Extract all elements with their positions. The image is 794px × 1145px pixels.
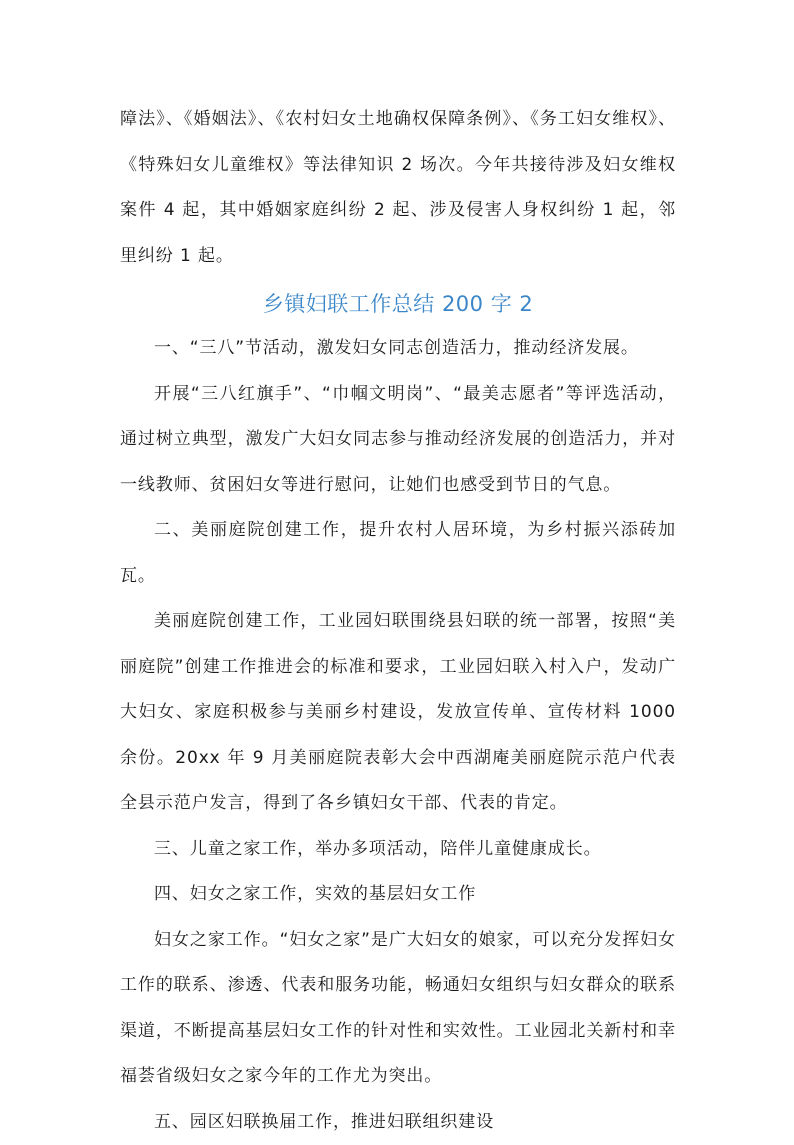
paragraph-point-2: 二、美丽庭院创建工作，提升农村人居环境，为乡村振兴添砖加瓦。 — [120, 508, 676, 599]
paragraph-point-3: 三、儿童之家工作，举办多项活动，陪伴儿童健康成长。 — [120, 827, 676, 873]
document-page — [120, 97, 676, 1145]
paragraph-point-1: 一、“三八”节活动，激发妇女同志创造活力，推动经济发展。 — [120, 326, 676, 372]
paragraph-point-1-detail: 开展“三八红旗手”、“巾帼文明岗”、“最美志愿者”等评选活动，通过树立典型，激发广大妇女同志参与推动经济发展的创造活力，并对一线教师、贫困妇女等进行慰问，让她们也感受到节日的气息。 — [120, 372, 676, 509]
paragraph-point-2-detail: 美丽庭院创建工作，工业园妇联围绕县妇联的统一部署，按照“美丽庭院”创建工作推进会的标准和要求，工业园妇联入村入户，发动广大妇女、家庭积极参与美丽乡村建设，发放宣传单、宣传材料 1000 余份。20xx 年 9 月美丽庭院表彰大会中西湖庵美丽庭院示范户代表全县示范户发言，得到了各乡镇妇女干部、代表的肯定。 — [120, 599, 676, 827]
section-heading: 乡镇妇联工作总结 200 字 2 — [120, 282, 676, 326]
continued-paragraph: 障法》、《婚姻法》、《农村妇女土地确权保障条例》、《务工妇女维权》、《特殊妇女儿童维权》等法律知识 2 场次。今年共接待涉及妇女维权案件 4 起，其中婚姻家庭纠纷 2 起、涉及侵害人身权纠纷 1 起，邻里纠纷 1 起。 — [120, 97, 676, 279]
paragraph-point-5: 五、园区妇联换届工作，推进妇联组织建设 — [120, 1100, 676, 1145]
paragraph-point-4: 四、妇女之家工作，实效的基层妇女工作 — [120, 872, 676, 918]
paragraph-point-4-detail: 妇女之家工作。“妇女之家”是广大妇女的娘家，可以充分发挥妇女工作的联系、渗透、代表和服务功能，畅通妇女组织与妇女群众的联系渠道，不断提高基层妇女工作的针对性和实效性。工业园北关新村和幸福荟省级妇女之家今年的工作尤为突出。 — [120, 918, 676, 1100]
